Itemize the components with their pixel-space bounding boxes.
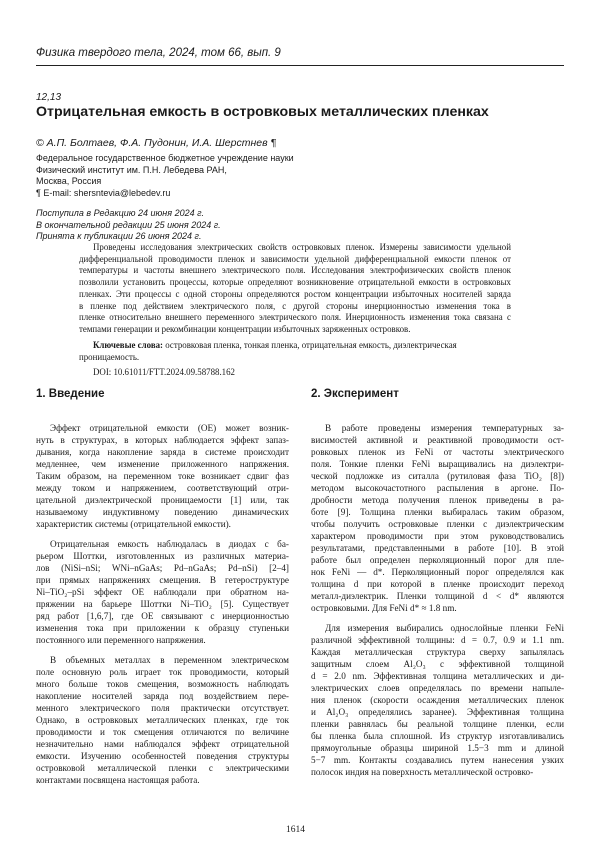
affiliation-line: Федеральное государственное бюджетное учреждение науки xyxy=(36,153,294,163)
article-title: Отрицательная емкость в островковых металлических пленках xyxy=(36,104,489,120)
text-line: медленнее, чем изменение приложенного напряжения. xyxy=(36,459,289,469)
text-line: Для измерения выбирались однослойные пленки FeNi xyxy=(325,623,564,633)
text-line: дробности метода получения пленок приведены в ра- xyxy=(311,495,564,505)
text-line: ряд работ [1,6,7], где ОЕ связывают с инерционностью xyxy=(36,611,289,621)
text-line: прямоугольные образцы шириной 1.5−3 mm и длиной xyxy=(311,743,564,753)
affiliation-line: Москва, Россия xyxy=(36,176,102,187)
paragraph xyxy=(36,538,289,646)
journal-header: Физика твердого тела, 2024, том 66, вып. 9 xyxy=(36,47,281,59)
text-line: Однако, в островковых металлических пленках, где ток xyxy=(36,715,289,725)
paragraph xyxy=(36,422,289,530)
text-line: поле основную роль играет ток проводимости, который xyxy=(36,667,289,677)
text-line: В работе проведены измерения температурных за- xyxy=(325,423,564,433)
doi[interactable]: DOI: 10.61011/FTT.2024.09.58788.162 xyxy=(93,367,235,377)
text-line: Каждая металлическая структура сверху запылялась xyxy=(311,647,564,657)
text-line: накопление носителей заряда под воздействием пере- xyxy=(36,691,289,701)
text-line: ния пленок (скорости осаждения металлических пленок xyxy=(311,695,564,705)
text-line: характером проводимости при этом руководствовались xyxy=(311,531,564,541)
text-line: методом высокочастотного распыления в аргоне. По- xyxy=(311,483,564,493)
keywords-text: островковая пленка, тонкая пленка, отрицательная емкость, диэлектрическая проницаемость. xyxy=(79,340,457,362)
text-line: боте [9]. Толщина пленки выбиралась таким образом, xyxy=(311,507,564,517)
text-line: изменения тока при приложении к образцу ступеньки xyxy=(36,623,289,633)
text-line: в пленке под действием электрического поля, с другой стороны инерционностью изменения тока в xyxy=(79,300,511,311)
article-authors: © А.П. Болтаев, Ф.А. Пудонин, И.А. Шерстнев ¶ xyxy=(36,137,277,149)
text-line: при прямых напряжениях смещения. В гетероструктуре xyxy=(36,575,289,585)
email-line[interactable]: ¶ E-mail: shersntevia@lebedev.ru xyxy=(36,187,171,198)
text-line: пленки равнялась бы реальной толщине пленки, если xyxy=(311,719,564,729)
text-line: островковой металлической пленки с электрическими xyxy=(36,763,289,773)
dates-block xyxy=(36,208,221,243)
text-line: Таким образом, на переменном токе возникает сдвиг фаз xyxy=(36,471,289,481)
text-line: Отрицательная емкость наблюдалась в диодах с ба- xyxy=(50,539,289,549)
text-line: характеристик системы (отрицательной емкости). xyxy=(36,519,231,529)
section-experiment xyxy=(311,388,564,786)
header-rule xyxy=(36,65,564,66)
text-line: нок FeNi — d*. Перколяционный порог определялся как xyxy=(311,567,564,577)
date-line: Принята к публикации 26 июня 2024 г. xyxy=(36,231,202,242)
text-line: незначительно нами наблюдался эффект отрицательной xyxy=(36,739,289,749)
text-line: температуры и частоты внешнего электрического поля. Исследования электрофизических свойств пленок xyxy=(79,265,511,276)
text-line: темпами генерации и рекомбинации концентрации избыточных заряженных островков. xyxy=(79,323,411,334)
text-line: пленке относительно внешнего переменного электрического поля. Инерционность изменения тока связана с xyxy=(79,312,511,323)
text-line: постоянного или переменного напряжения. xyxy=(36,635,206,645)
text-line: защитным слоем Al₂O₃ с эффективной толщиной xyxy=(311,659,564,669)
text-line: между током и напряжением, соответствующий отри- xyxy=(36,483,289,493)
text-line: дывания, когда накопление заряда в системе происходит xyxy=(36,447,289,457)
text-line: полосок индия на поверхность металлической островко- xyxy=(311,767,534,777)
text-line: 5−7 mm. Контакты создавались путем нанесения узких xyxy=(311,755,564,765)
text-line: В объемных металлах в переменном электрическом xyxy=(50,655,289,665)
date-line: В окончательной редакции 25 июня 2024 г. xyxy=(36,219,221,230)
text-line: различной эффективной толщины: d = 0.7, 0.9 и 1.1 nm. xyxy=(311,635,564,645)
text-line: островковыми. Для FeNi d* ≈ 1.8 nm. xyxy=(311,603,457,613)
text-line: лов (NiSi–nSi; WNi–nGaAs; Pd–nGaAs; Pd–nSi) [2–4] xyxy=(36,563,289,573)
section-body xyxy=(311,422,564,778)
text-line: работе был определен перколяционный порог для пле- xyxy=(311,555,564,565)
text-line: рьером Шоттки, изготовленных из различных материа- xyxy=(36,551,289,561)
keywords xyxy=(79,340,511,363)
text-line: пленках. Эти процессы с одной стороны определяются ростом концентрации избыточных носителей заряда xyxy=(79,288,511,299)
text-line: ровковых пленок из FeNi от частоты электрического xyxy=(311,447,564,457)
text-line: нуть в структурах, в которых наблюдается эффект запаз- xyxy=(36,435,289,445)
section-heading: 1. Введение xyxy=(36,388,105,400)
affiliation-block xyxy=(36,153,294,199)
section-heading: 2. Эксперимент xyxy=(311,388,399,400)
text-line: электрических слоев определялась по времени напыле- xyxy=(311,683,564,693)
text-line: бы пленка была сплошной. Из структур изготавливались xyxy=(311,731,564,741)
text-line: цательной диэлектрической проницаемости [1] или, так xyxy=(36,495,289,505)
text-line: d = 2.0 nm. Эффективная толщина металлических и ди- xyxy=(311,671,564,681)
paragraph xyxy=(311,422,564,614)
page-number: 1614 xyxy=(286,825,305,835)
text-line: результатами, представленными в работе [10]. В этой xyxy=(311,543,564,553)
text-line: Эффект отрицательной емкости (ОЕ) может возник- xyxy=(50,423,289,433)
text-line: висимостей активной и реактивной проводимости ост- xyxy=(311,435,564,445)
paragraph xyxy=(311,622,564,778)
keywords-label: Ключевые слова: xyxy=(93,340,164,350)
text-line: позволили установить процессы, которые определяют возникновение отрицательной емкости в островковых xyxy=(79,277,511,288)
text-line: толщина d при которой в пленке происходит переход xyxy=(311,579,564,589)
date-line: Поступила в Редакцию 24 июня 2024 г. xyxy=(36,208,205,218)
text-line: ческой подложке из ситалла (рутиловая фаза TiO₂ [8]) xyxy=(311,471,564,481)
section-introduction xyxy=(36,388,289,794)
text-line: и Al₂O₃ определялись заранее). Эффективная толщина xyxy=(311,707,564,717)
article-code: 12,13 xyxy=(36,92,62,103)
text-line: Ni–TiO₂–pSi эффект ОЕ наблюдали при обратном на- xyxy=(36,587,289,597)
paragraph xyxy=(36,654,289,786)
text-line: Проведены исследования электрических свойств островковых пленок. Измерены зависимости удельной xyxy=(93,242,511,252)
text-line: контактами посвящена настоящая работа. xyxy=(36,775,200,785)
section-body xyxy=(36,422,289,786)
text-line: чтобы получить островковые пленки с диэлектрическим xyxy=(311,519,564,529)
text-line: поля. Тонкие пленки FeNi выращивались на диэлектри- xyxy=(311,459,564,469)
text-line: много больше токов смещения, возможность наблюдать xyxy=(36,679,289,689)
text-line: дифференциальной проводимости пленок и зависимости удельной дифференциальной емкости пленок от xyxy=(79,253,511,264)
abstract xyxy=(79,242,511,336)
text-line: менного электрического поля практически отсутствует. xyxy=(36,703,289,713)
text-line: пряжении на барьере Шоттки Ni–TiO₂ [5]. Существует xyxy=(36,599,289,609)
text-line: называемому индуктивному поведению динамических xyxy=(36,507,289,517)
text-line: емкости. Изучению особенностей поведения структуры xyxy=(36,751,289,761)
text-line: проводимости и ток смещения отличаются по величине xyxy=(36,727,289,737)
affiliation-line: Физический институт им. П.Н. Лебедева РАН, xyxy=(36,164,227,175)
text-line: металл-диэлектрик. Пленки толщиной d < d* являются xyxy=(311,591,564,601)
